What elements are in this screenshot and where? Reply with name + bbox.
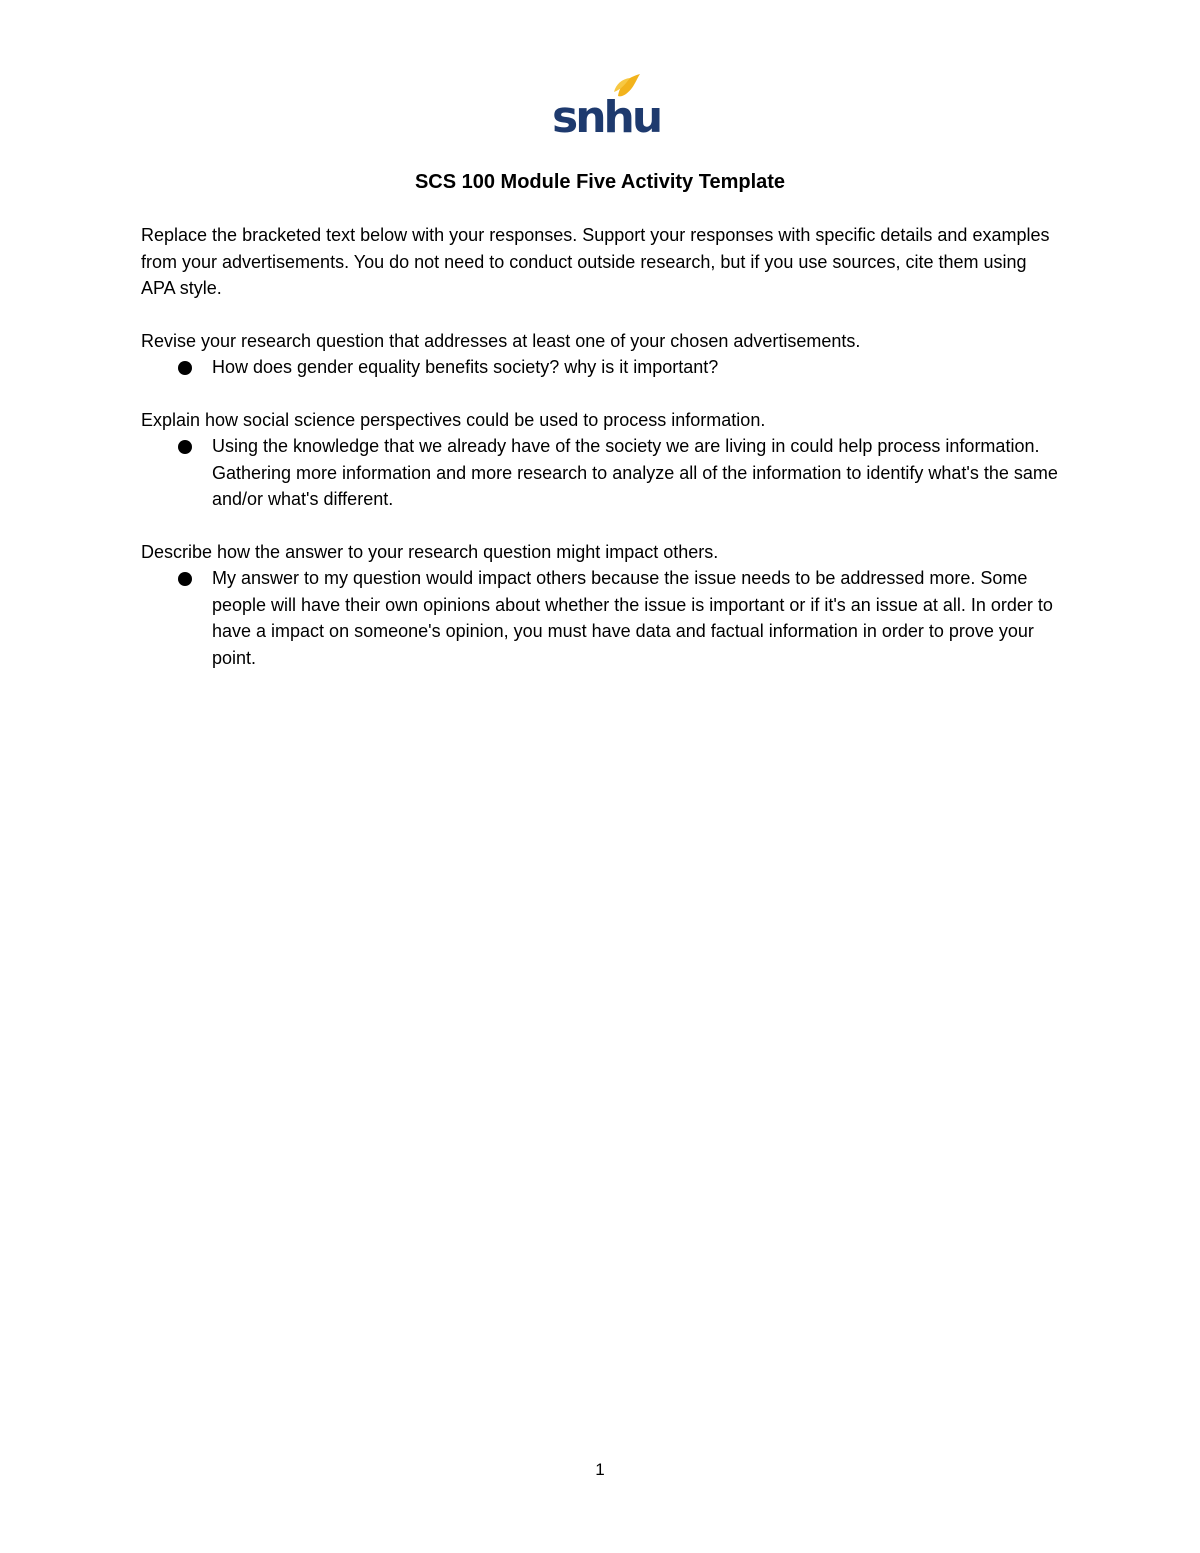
snhu-logo <box>548 70 661 143</box>
bullet-icon <box>178 440 192 454</box>
answer-item <box>212 433 1061 513</box>
answer-text: My answer to my question would impact others because the issue needs to be addressed more. Some people will have their own opinions about whether the issue is important or if it's an issue at all. In order to have a impact on someone's opinion, you must have data and factual information in order to prove your point. <box>212 568 1053 668</box>
answer-text: Using the knowledge that we already have of the society we are living in could help process information. Gathering more information and more research to analyze all of the information to identify what's the same and/or what's different. <box>212 436 1058 509</box>
answer-list <box>141 354 1061 381</box>
instructions-paragraph: Replace the bracketed text below with your responses. Support your responses with specific details and examples from your advertisements. You do not need to conduct outside research, but if you use sources, cite them using APA style. <box>141 225 1050 298</box>
answer-item <box>212 354 1061 381</box>
snhu-logo-icon <box>548 70 661 143</box>
bullet-icon <box>178 361 192 375</box>
answer-list <box>141 565 1061 671</box>
answer-list <box>141 433 1061 513</box>
answer-item <box>212 565 1061 671</box>
svg-text:snhu: snhu <box>552 92 661 143</box>
answer-text: How does gender equality benefits society? why is it important? <box>212 357 719 377</box>
section-prompt: Revise your research question that addresses at least one of your chosen advertisements. <box>141 330 861 351</box>
section-impact <box>141 539 1061 672</box>
document-title: SCS 100 Module Five Activity Template <box>414 171 786 193</box>
bullet-icon <box>178 572 192 586</box>
section-prompt: Describe how the answer to your research question might impact others. <box>141 541 719 562</box>
section-prompt: Explain how social science perspectives could be used to process information. <box>141 409 766 430</box>
section-perspectives <box>141 407 1061 513</box>
page-number: 1 <box>595 1460 605 1479</box>
section-research-question <box>141 328 1061 381</box>
document-body <box>141 222 1061 697</box>
